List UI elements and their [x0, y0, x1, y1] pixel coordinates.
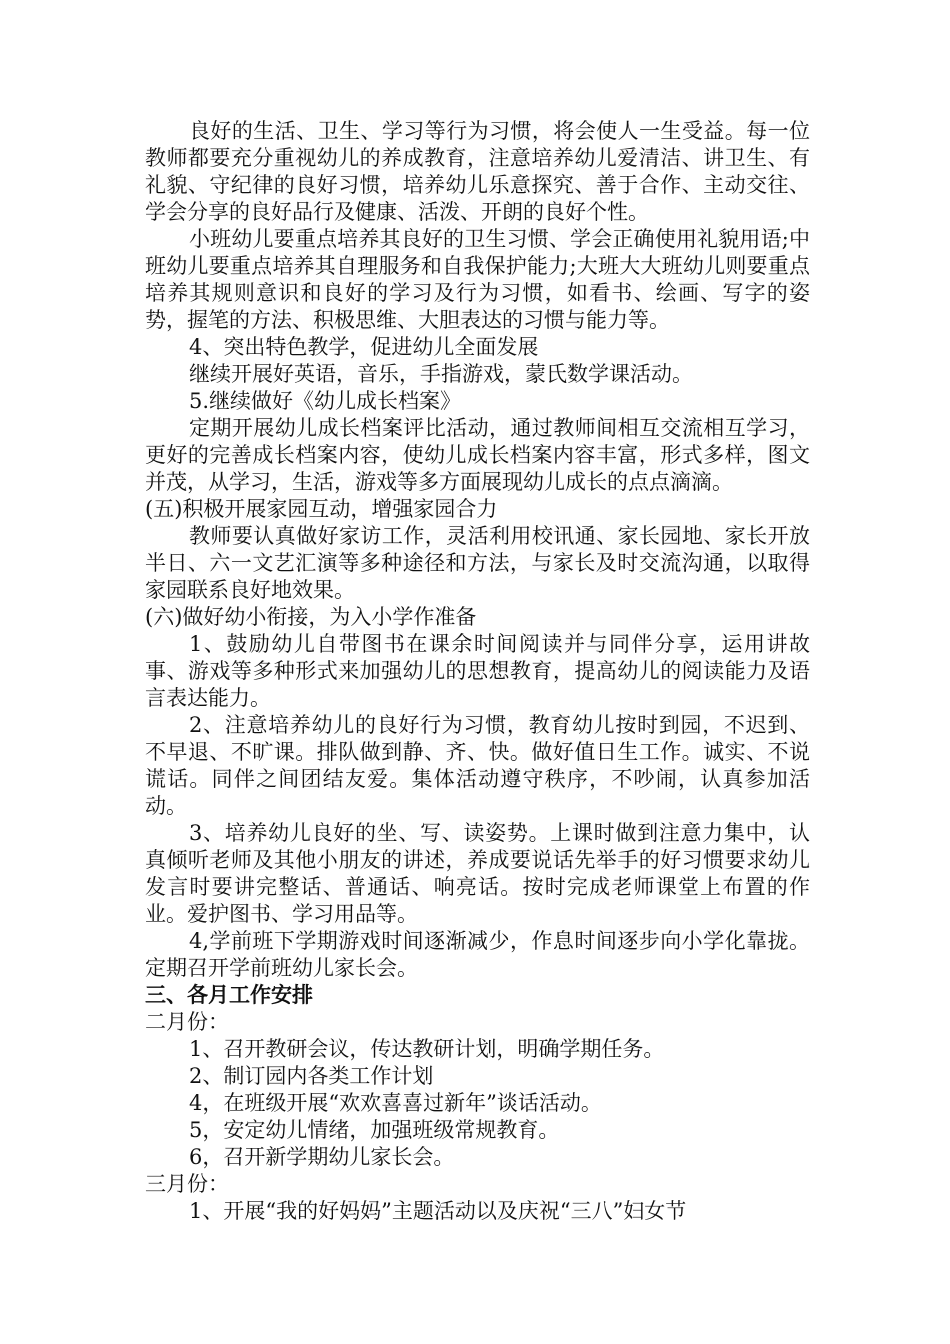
- item-4-featured-teaching: 4、突出特色教学，促进幼儿全面发展: [189, 335, 539, 359]
- mar-item-1: 1、开展“我的好妈妈”主题活动以及庆祝“三八”妇女节: [189, 1199, 687, 1223]
- document-page: [145, 118, 810, 1225]
- feb-item-1: 1、召开教研会议，传达教研计划，明确学期任务。: [189, 1037, 665, 1061]
- month-february-heading: 二月份：: [145, 1010, 229, 1034]
- list-item-posture: 3、培养幼儿良好的坐、写、读姿势。上课时做到注意力集中，认真倾听老师及其他小朋友的讲述，养成要说话先举手的好习惯要求幼儿发言时要讲完整话、普通话、响亮话。按时完成老师课堂上布置的作业。爱护图书、学习用品等。: [145, 821, 810, 926]
- feb-item-4: 4，在班级开展“欢欢喜喜过新年”谈话活动。: [189, 1091, 602, 1115]
- section-6-heading: (六)做好幼小衔接，为入小学作准备: [145, 605, 477, 629]
- section-3-heading: 三、各月工作安排: [145, 983, 313, 1007]
- month-march-heading: 三月份：: [145, 1172, 229, 1196]
- list-item-schedule: 4,学前班下学期游戏时间逐渐减少，作息时间逐步向小学化靠拢。定期召开学前班幼儿家长会。: [145, 929, 810, 980]
- feb-item-5: 5，安定幼儿情绪，加强班级常规教育。: [189, 1118, 560, 1142]
- feb-item-2: 2、制订园内各类工作计划: [189, 1064, 434, 1088]
- paragraph-activities: 继续开展好英语，音乐，手指游戏，蒙氏数学课活动。: [189, 362, 693, 386]
- paragraph-habits-intro: 良好的生活、卫生、学习等行为习惯，将会使人一生受益。每一位教师都要充分重视幼儿的养成教育，注意培养幼儿爱清洁、讲卫生、有礼貌、守纪律的良好习惯，培养幼儿乐意探究、善于合作、主动交往、学会分享的良好品行及健康、活泼、开朗的良好个性。: [145, 119, 810, 224]
- feb-item-6: 6，召开新学期幼儿家长会。: [189, 1145, 455, 1169]
- item-5-growth-archive: 5.继续做好《幼儿成长档案》: [189, 389, 462, 413]
- list-item-behavior: 2、注意培养幼儿的良好行为习惯，教育幼儿按时到园，不迟到、不早退、不旷课。排队做到静、齐、快。做好值日生工作。诚实、不说谎话。同伴之间团结友爱。集体活动遵守秩序，不吵闹，认真参加活动。: [145, 713, 810, 818]
- list-item-reading: 1、鼓励幼儿自带图书在课余时间阅读并与同伴分享，运用讲故事、游戏等多种形式来加强幼儿的思想教育，提高幼儿的阅读能力及语言表达能力。: [145, 632, 810, 710]
- paragraph-home-visits: 教师要认真做好家访工作，灵活利用校讯通、家长园地、家长开放半日、六一文艺汇演等多种途径和方法，与家长及时交流沟通，以取得家园联系良好地效果。: [145, 524, 810, 602]
- paragraph-class-goals: 小班幼儿要重点培养其良好的卫生习惯、学会正确使用礼貌用语;中班幼儿要重点培养其自理服务和自我保护能力;大班大大班幼儿则要重点培养其规则意识和良好的学习及行为习惯，如看书、绘画、写字的姿势，握笔的方法、积极思维、大胆表达的习惯与能力等。: [145, 227, 810, 332]
- paragraph-archive-review: 定期开展幼儿成长档案评比活动，通过教师间相互交流相互学习，更好的完善成长档案内容，使幼儿成长档案内容丰富，形式多样，图文并茂，从学习，生活，游戏等多方面展现幼儿成长的点点滴滴。: [145, 416, 810, 494]
- section-5-heading: (五)积极开展家园互动，增强家园合力: [145, 497, 498, 521]
